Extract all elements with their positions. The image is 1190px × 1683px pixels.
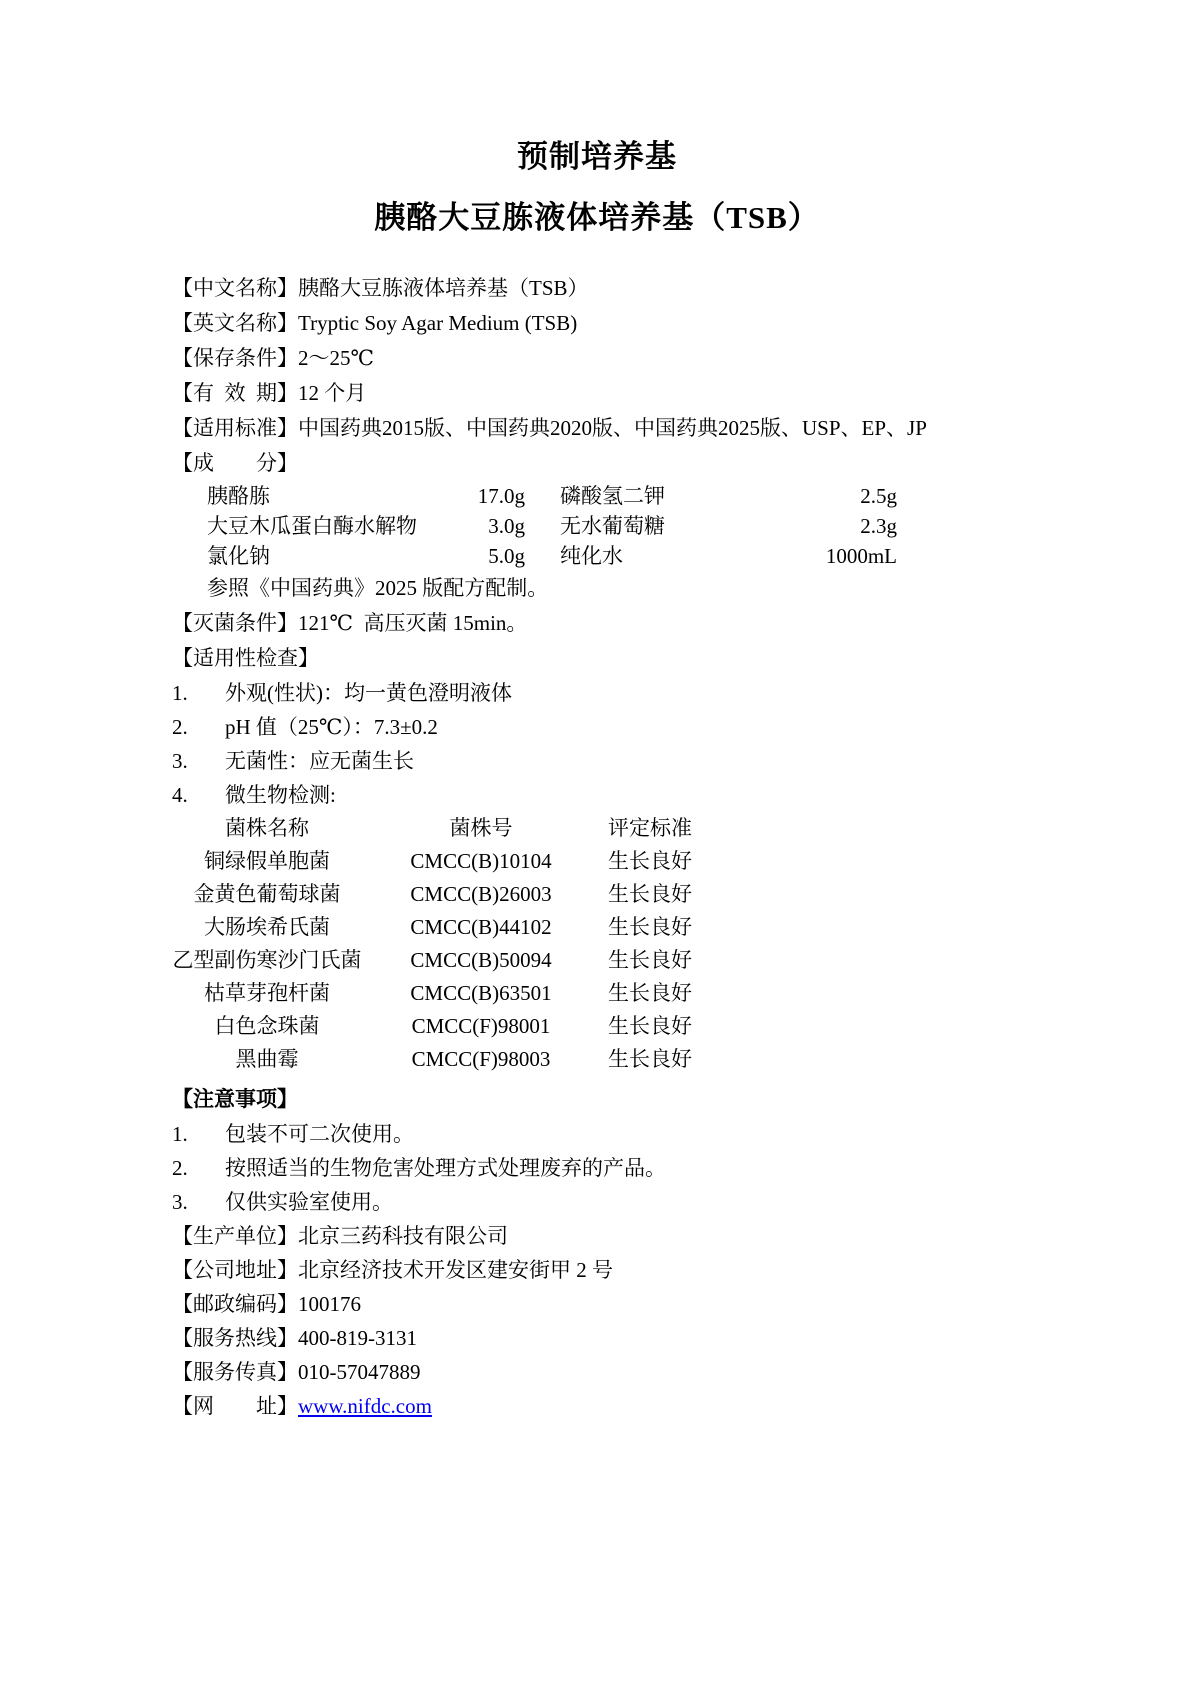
item-text: 微生物检测: bbox=[225, 783, 336, 807]
check-list-item bbox=[172, 778, 1022, 812]
field-service-fax bbox=[172, 1355, 1022, 1389]
composition-heading: 【成 分】 bbox=[172, 451, 298, 475]
ingredient-qty: 2.3g bbox=[860, 514, 897, 538]
check-list-item bbox=[172, 710, 1022, 744]
field-value: 2～25℃ bbox=[298, 346, 374, 370]
strain-header-name: 菌株名称 bbox=[225, 816, 309, 840]
ingredient-name: 大豆木瓜蛋白酶水解物 bbox=[207, 514, 417, 538]
field-value: 100176 bbox=[298, 1292, 361, 1316]
strain-result-cell: 生长良好 bbox=[608, 1014, 692, 1038]
strain-row bbox=[172, 977, 1022, 1010]
field-english-name bbox=[172, 306, 1022, 341]
item-number: 3. bbox=[172, 749, 188, 773]
item-number: 4. bbox=[172, 783, 188, 807]
strain-code-cell: CMCC(B)63501 bbox=[410, 981, 552, 1005]
strain-result-cell: 生长良好 bbox=[608, 882, 692, 906]
item-text: 按照适当的生物危害处理方式处理废弃的产品。 bbox=[225, 1156, 666, 1180]
item-number: 3. bbox=[172, 1190, 188, 1214]
field-label: 【服务热线】 bbox=[172, 1326, 298, 1350]
field-storage-condition bbox=[172, 341, 1022, 376]
field-value: 胰酪大豆胨液体培养基（TSB） bbox=[298, 276, 589, 300]
field-label: 【生产单位】 bbox=[172, 1224, 298, 1248]
note-item bbox=[172, 1117, 1022, 1151]
strain-code-cell: CMCC(B)50094 bbox=[410, 948, 552, 972]
field-value: 121℃ 高压灭菌 15min。 bbox=[298, 611, 528, 635]
ingredient-name: 纯化水 bbox=[560, 544, 623, 568]
item-number: 1. bbox=[172, 681, 188, 705]
field-chinese-name bbox=[172, 271, 1022, 306]
notes-heading: 【注意事项】 bbox=[172, 1087, 298, 1111]
item-text: 包装不可二次使用。 bbox=[225, 1122, 414, 1146]
field-company-address bbox=[172, 1253, 1022, 1287]
note-item bbox=[172, 1151, 1022, 1185]
strain-code-cell: CMCC(F)98003 bbox=[411, 1047, 551, 1071]
strain-code-cell: CMCC(F)98001 bbox=[411, 1014, 551, 1038]
strain-name-cell: 乙型副伤寒沙门氏菌 bbox=[172, 948, 362, 972]
field-manufacturer bbox=[172, 1219, 1022, 1253]
strain-result-cell: 生长良好 bbox=[608, 1047, 692, 1071]
field-label: 【有 效 期】 bbox=[172, 381, 298, 405]
strain-row bbox=[172, 878, 1022, 911]
composition-row bbox=[172, 481, 1022, 511]
field-service-hotline bbox=[172, 1321, 1022, 1355]
notes-list bbox=[172, 1117, 1022, 1219]
ingredient-qty: 2.5g bbox=[860, 484, 897, 508]
strain-row bbox=[172, 845, 1022, 878]
field-label: 【适用标准】 bbox=[172, 416, 298, 440]
check-list-item bbox=[172, 744, 1022, 778]
ingredient-qty: 3.0g bbox=[488, 514, 525, 538]
field-value: 010-57047889 bbox=[298, 1360, 421, 1384]
strain-header-row bbox=[172, 812, 1022, 845]
item-number: 2. bbox=[172, 715, 188, 739]
field-label: 【保存条件】 bbox=[172, 346, 298, 370]
strain-result-cell: 生长良好 bbox=[608, 981, 692, 1005]
field-label: 【灭菌条件】 bbox=[172, 611, 298, 635]
strain-header-criteria: 评定标准 bbox=[608, 816, 692, 840]
field-website bbox=[172, 1389, 1022, 1423]
strain-row bbox=[172, 944, 1022, 977]
strain-table bbox=[172, 812, 1022, 1076]
composition-row bbox=[172, 541, 1022, 571]
strain-name-cell: 黑曲霉 bbox=[235, 1047, 299, 1071]
strain-row bbox=[172, 1010, 1022, 1043]
ingredient-qty: 17.0g bbox=[477, 484, 525, 508]
strain-row bbox=[172, 911, 1022, 944]
field-value: 12 个月 bbox=[298, 381, 367, 405]
strain-code-cell: CMCC(B)44102 bbox=[410, 915, 552, 939]
strain-row bbox=[172, 1043, 1022, 1076]
item-text: 仅供实验室使用。 bbox=[225, 1190, 393, 1214]
composition-note: 参照《中国药典》2025 版配方配制。 bbox=[207, 576, 549, 600]
strain-result-cell: 生长良好 bbox=[608, 849, 692, 873]
field-label: 【中文名称】 bbox=[172, 276, 298, 300]
field-postal-code bbox=[172, 1287, 1022, 1321]
composition-table bbox=[172, 481, 1022, 571]
field-label: 【邮政编码】 bbox=[172, 1292, 298, 1316]
field-label: 【服务传真】 bbox=[172, 1360, 298, 1384]
field-value: Tryptic Soy Agar Medium (TSB) bbox=[298, 311, 578, 335]
item-number: 1. bbox=[172, 1122, 188, 1146]
strain-name-cell: 枯草芽孢杆菌 bbox=[204, 981, 330, 1005]
field-label: 【公司地址】 bbox=[172, 1258, 298, 1282]
field-value: 中国药典2015版、中国药典2020版、中国药典2025版、USP、EP、JP bbox=[298, 416, 927, 440]
ingredient-qty: 1000mL bbox=[825, 544, 897, 568]
strain-name-cell: 铜绿假单胞菌 bbox=[204, 849, 330, 873]
ingredient-name: 无水葡萄糖 bbox=[560, 514, 665, 538]
suitability-heading: 【适用性检查】 bbox=[172, 646, 319, 670]
doc-title: 预制培养基 bbox=[517, 139, 677, 174]
strain-result-cell: 生长良好 bbox=[608, 948, 692, 972]
strain-code-cell: CMCC(B)26003 bbox=[410, 882, 552, 906]
field-shelf-life bbox=[172, 376, 1022, 411]
item-text: 外观(性状)：均一黄色澄明液体 bbox=[225, 681, 512, 705]
field-value: 400-819-3131 bbox=[298, 1326, 417, 1350]
note-item bbox=[172, 1185, 1022, 1219]
doc-subtitle: 胰酪大豆胨液体培养基（TSB） bbox=[374, 200, 820, 235]
website-label: 【网 址】 bbox=[172, 1394, 298, 1418]
suitability-check-list bbox=[172, 676, 1022, 812]
ingredient-name: 氯化钠 bbox=[207, 544, 270, 568]
strain-code-cell: CMCC(B)10104 bbox=[410, 849, 552, 873]
ingredient-name: 磷酸氢二钾 bbox=[560, 484, 665, 508]
strain-header-code: 菌株号 bbox=[449, 816, 513, 840]
field-value: 北京三药科技有限公司 bbox=[298, 1224, 508, 1248]
website-link[interactable]: www.nifdc.com bbox=[298, 1394, 432, 1418]
field-label: 【英文名称】 bbox=[172, 311, 298, 335]
strain-result-cell: 生长良好 bbox=[608, 915, 692, 939]
composition-row bbox=[172, 511, 1022, 541]
item-text: 无菌性：应无菌生长 bbox=[225, 749, 414, 773]
strain-name-cell: 大肠埃希氏菌 bbox=[204, 915, 330, 939]
strain-name-cell: 白色念珠菌 bbox=[214, 1014, 320, 1038]
field-value: 北京经济技术开发区建安街甲 2 号 bbox=[298, 1258, 613, 1282]
strain-name-cell: 金黄色葡萄球菌 bbox=[193, 882, 341, 906]
item-text: pH 值（25℃）：7.3±0.2 bbox=[225, 715, 438, 739]
field-sterilization bbox=[172, 606, 1022, 641]
field-applicable-standards bbox=[172, 411, 1022, 446]
ingredient-qty: 5.0g bbox=[488, 544, 525, 568]
item-number: 2. bbox=[172, 1156, 188, 1180]
ingredient-name: 胰酪胨 bbox=[207, 484, 270, 508]
check-list-item bbox=[172, 676, 1022, 710]
